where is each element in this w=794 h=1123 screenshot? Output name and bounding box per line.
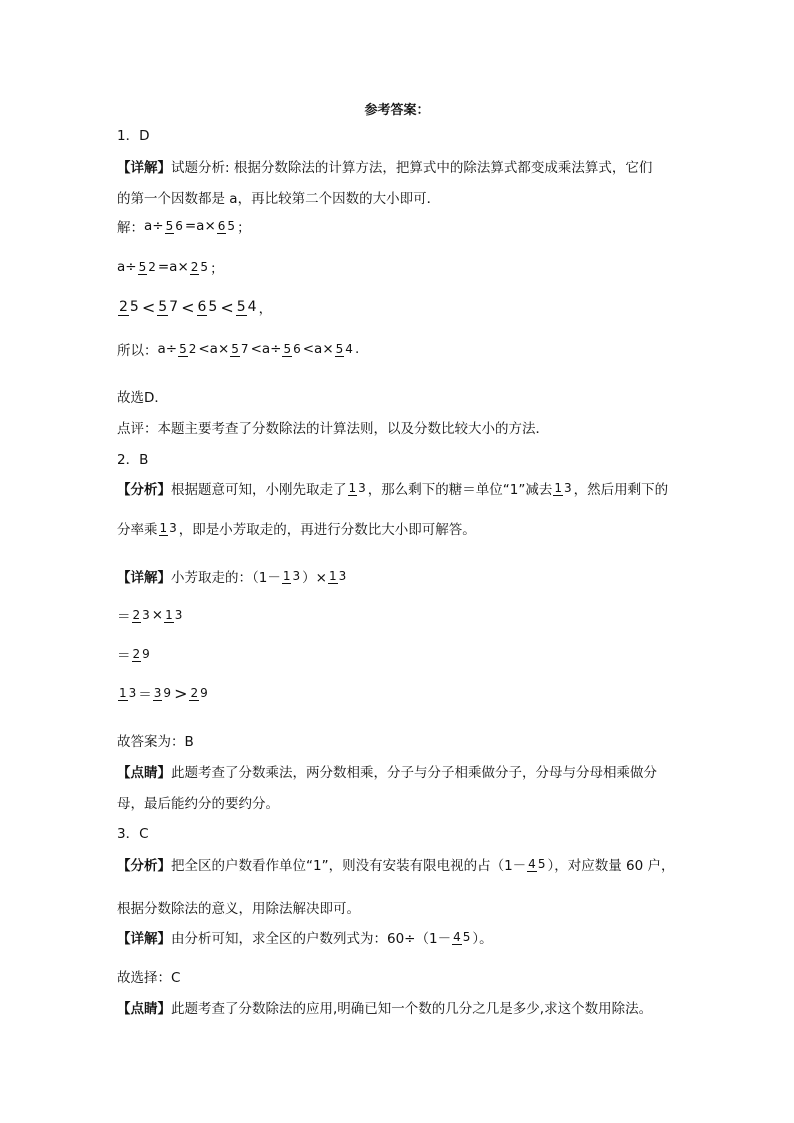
fraction xyxy=(165,219,184,234)
denominator: 9 xyxy=(200,685,208,700)
numerator: 2 xyxy=(132,646,141,661)
denominator: 4 xyxy=(345,341,353,356)
denominator: 3 xyxy=(128,685,137,700)
denominator: 7 xyxy=(240,341,249,356)
fraction xyxy=(452,930,471,945)
denominator: 3 xyxy=(358,480,366,495)
q3-point: 【点睛】 此题考查了分数除法的应用,明确已知一个数的几分之几是多少,求这个数用除法。 xyxy=(117,997,652,1017)
numerator: 2 xyxy=(119,298,128,315)
fraction xyxy=(348,481,367,496)
denominator: 7 xyxy=(169,298,179,315)
q2-analysis-line-2: 分率乘 1 3 ，即是小芳取走的，再进行分数比大小即可解答。 xyxy=(117,520,476,538)
q2-point-line-2: 母，最后能约分的要约分。 xyxy=(117,796,279,812)
numerator: 1 xyxy=(119,685,127,700)
denominator: 5 xyxy=(129,298,139,315)
point-tag: 【点睛】 xyxy=(117,1001,171,1017)
denominator: 2 xyxy=(148,259,156,274)
q3-analysis-line-2: 根据分数除法的意义，用除法解决即可。 xyxy=(117,901,360,917)
numerator: 4 xyxy=(453,929,461,944)
numerator: 5 xyxy=(138,259,147,274)
denominator: 3 xyxy=(292,568,301,583)
fraction xyxy=(157,299,179,316)
fraction xyxy=(159,521,178,536)
q1-conclusion: 所以： a÷ 5 2 <a× 5 7 <a÷ 5 6 <a× 5 4 . xyxy=(117,341,360,359)
q2-analysis-line-1: 【分析】 根据题意可知，小刚先取走了 1 3 ，那么剩下的糖＝单位“1”减去 1 3 ，然后用剩下的 xyxy=(117,478,668,498)
fraction xyxy=(118,299,140,316)
fraction xyxy=(132,647,151,662)
fraction xyxy=(236,299,258,316)
fraction xyxy=(282,569,301,584)
q1-equation-2: a÷ 5 2 =a× 2 5 ； xyxy=(117,259,224,277)
fraction xyxy=(132,608,151,623)
detail-tag: 【详解】 xyxy=(117,931,171,947)
denominator: 3 xyxy=(564,480,572,495)
numerator: 6 xyxy=(217,218,226,233)
fraction xyxy=(197,299,219,316)
fraction xyxy=(189,686,208,701)
fraction xyxy=(118,686,137,701)
fraction xyxy=(527,857,546,872)
denominator: 5 xyxy=(462,929,471,944)
detail-tag: 【详解】 xyxy=(117,570,171,586)
q1-equation-1: 解： a÷ 5 6 =a× 6 5 ； xyxy=(117,218,251,236)
numerator: 1 xyxy=(348,480,357,495)
numerator: 1 xyxy=(159,520,168,535)
q3-choose: 故选择：C xyxy=(117,970,181,986)
denominator: 2 xyxy=(188,341,197,356)
q1-detail-line-2: 的第一个因数都是 a，再比较第二个因数的大小即可． xyxy=(117,191,441,207)
q1-detail-line-1: 【详解】 试题分析: 根据分数除法的计算方法，把算式中的除法算式都变成乘法算式，它们 xyxy=(117,156,652,176)
q1-choose: 故选D． xyxy=(117,390,168,406)
denominator: 6 xyxy=(293,341,301,356)
q2-answer: 故答案为：B xyxy=(117,734,194,750)
q2-point-line-1: 【点睛】 此题考查了分数乘法，两分数相乘，分子与分子相乘做分子，分母与分母相乘做分 xyxy=(117,761,657,781)
detail-tag: 【详解】 xyxy=(117,160,171,176)
numerator: 3 xyxy=(153,685,162,700)
q2-detail-line-2: ＝ 2 3 × 1 3 xyxy=(117,607,183,625)
numerator: 1 xyxy=(165,607,173,622)
fraction xyxy=(190,260,209,275)
denominator: 5 xyxy=(537,856,546,871)
q1-comment: 点评：本题主要考查了分数除法的计算法则，以及分数比较大小的方法． xyxy=(117,421,549,437)
numerator: 2 xyxy=(190,259,199,274)
page-title: 参考答案： xyxy=(364,103,430,118)
q2-detail-line-3: ＝ 2 9 xyxy=(117,646,150,664)
numerator: 5 xyxy=(179,341,187,356)
fraction xyxy=(138,260,157,275)
denominator: 5 xyxy=(208,298,218,315)
numerator: 5 xyxy=(231,341,239,356)
numerator: 4 xyxy=(528,856,536,871)
q3-detail: 【详解】 由分析可知，求全区的户数列式为：60÷（1－ 4 5 ）。 xyxy=(117,927,493,947)
analysis-tag: 【分析】 xyxy=(117,482,171,498)
numerator: 1 xyxy=(328,568,337,583)
denominator: 3 xyxy=(142,607,150,622)
q2-detail-comparison: 1 3 ＝ 3 9 > 2 9 xyxy=(119,683,208,703)
denominator: 3 xyxy=(174,607,183,622)
denominator: 5 xyxy=(227,218,236,233)
fraction xyxy=(335,342,354,357)
fraction xyxy=(217,219,236,234)
fraction xyxy=(230,342,249,357)
denominator: 6 xyxy=(175,218,183,233)
denominator: 4 xyxy=(247,298,257,315)
numerator: 2 xyxy=(190,685,199,700)
denominator: 3 xyxy=(338,568,347,583)
q1-comparison: 2 5 < 5 7 < 6 5 < 5 4 ， xyxy=(119,297,273,317)
fraction xyxy=(164,608,183,623)
fraction xyxy=(178,342,197,357)
numerator: 1 xyxy=(282,568,291,583)
q2-detail-line-1: 【详解】 小芳取走的：（1－ 1 3 ）× 1 3 xyxy=(117,566,348,586)
q3-label: 3．C xyxy=(117,826,149,842)
fraction xyxy=(282,342,301,357)
numerator: 5 xyxy=(335,341,344,356)
q2-label: 2．B xyxy=(117,452,149,468)
numerator: 5 xyxy=(158,298,168,315)
numerator: 1 xyxy=(554,480,562,495)
denominator: 3 xyxy=(169,520,177,535)
numerator: 6 xyxy=(197,298,207,315)
numerator: 5 xyxy=(165,218,174,233)
q1-label: 1．D xyxy=(117,128,150,144)
denominator: 9 xyxy=(142,646,150,661)
numerator: 5 xyxy=(283,341,292,356)
denominator: 9 xyxy=(163,685,172,700)
fraction xyxy=(328,569,347,584)
numerator: 5 xyxy=(236,298,246,315)
point-tag: 【点睛】 xyxy=(117,765,171,781)
denominator: 5 xyxy=(200,259,209,274)
fraction xyxy=(153,686,172,701)
numerator: 2 xyxy=(132,607,141,622)
analysis-tag: 【分析】 xyxy=(117,858,171,874)
fraction xyxy=(553,481,572,496)
q3-analysis-line-1: 【分析】 把全区的户数看作单位“1”，则没有安装有限电视的占（1－ 4 5 ），对应数量 60 户， xyxy=(117,854,674,874)
